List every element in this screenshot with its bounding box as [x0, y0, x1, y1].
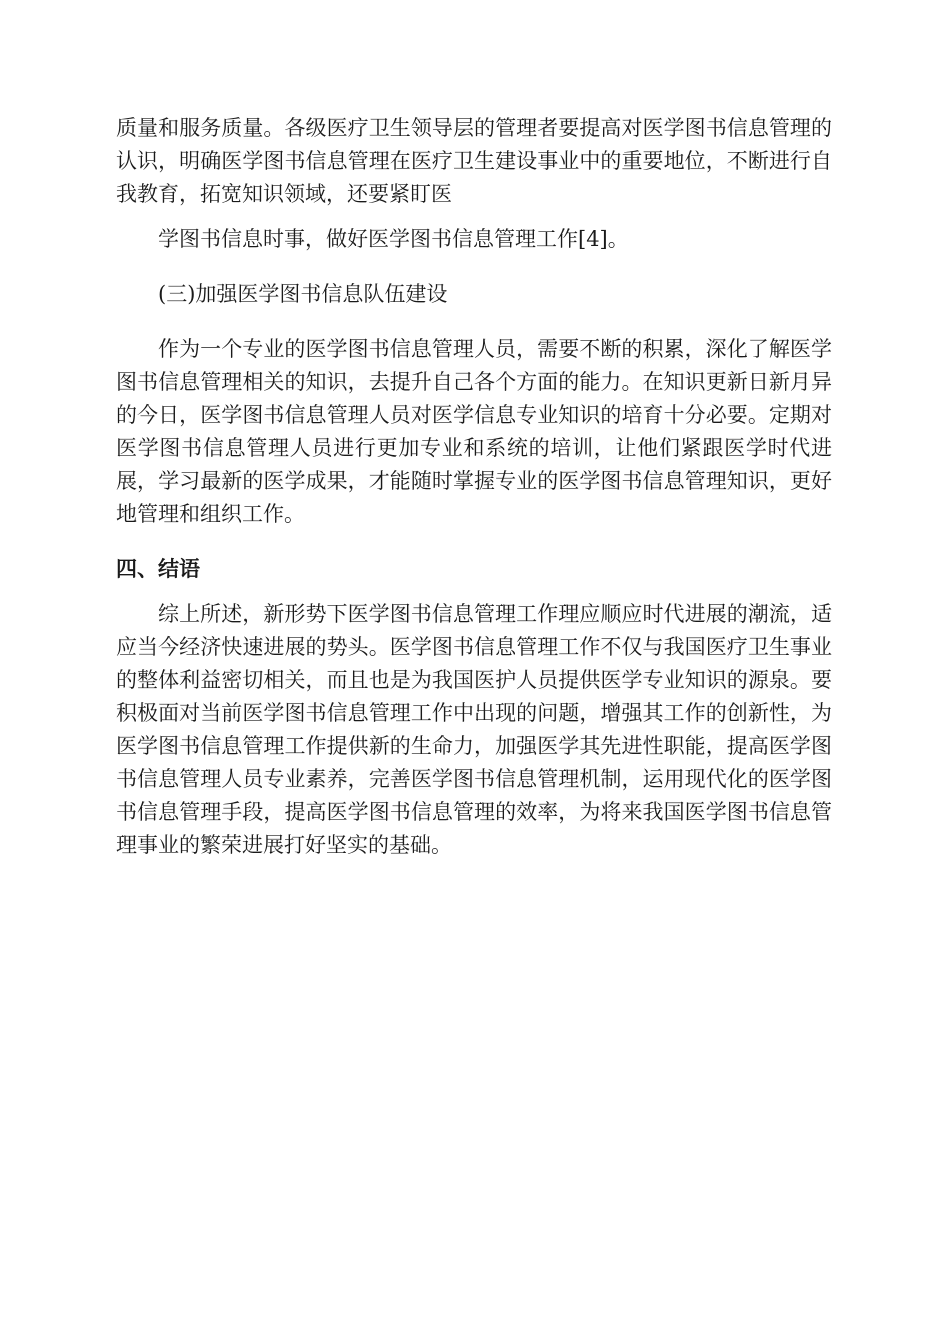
paragraph-conclusion: 综上所述，新形势下医学图书信息管理工作理应顺应时代进展的潮流，适应当今经济快速进展的势头。医学图书信息管理工作不仅与我国医疗卫生事业的整体利益密切相关，而且也是为我国医护人员提供医学专业知识的源泉。要积极面对当前医学图书信息管理工作中出现的问题，增强其工作的创新性，为医学图书信息管理工作提供新的生命力，加强医学其先进性职能，提高医学图书信息管理人员专业素养，完善医学图书信息管理机制，运用现代化的医学图书信息管理手段，提高医学图书信息管理的效率，为将来我国医学图书信息管理事业的繁荣进展打好坚实的基础。: [116, 602, 832, 857]
paragraph-team-building: 作为一个专业的医学图书信息管理人员，需要不断的积累，深化了解医学图书信息管理相关的知识，去提升自己各个方面的能力。在知识更新日新月异的今日，医学图书信息管理人员对医学信息专业知识的培育十分必要。定期对医学图书信息管理人员进行更加专业和系统的培训，让他们紧跟医学时代进展，学习最新的医学成果，才能随时掌握专业的医学图书信息管理知识，更好地管理和组织工作。: [116, 337, 832, 526]
paragraph-leadership: 质量和服务质量。各级医疗卫生领导层的管理者要提高对医学图书信息管理的认识，明确医学图书信息管理在医疗卫生建设事业中的重要地位，不断进行自我教育，拓宽知识领域，还要紧盯医: [116, 116, 832, 206]
subsection-title: (三)加强医学图书信息队伍建设: [158, 282, 448, 306]
section-heading-conclusion: 四、结语: [116, 557, 200, 581]
paragraph-continuation: 学图书信息时事，做好医学图书信息管理工作[4]。: [158, 227, 629, 251]
document-page: [116, 112, 832, 884]
